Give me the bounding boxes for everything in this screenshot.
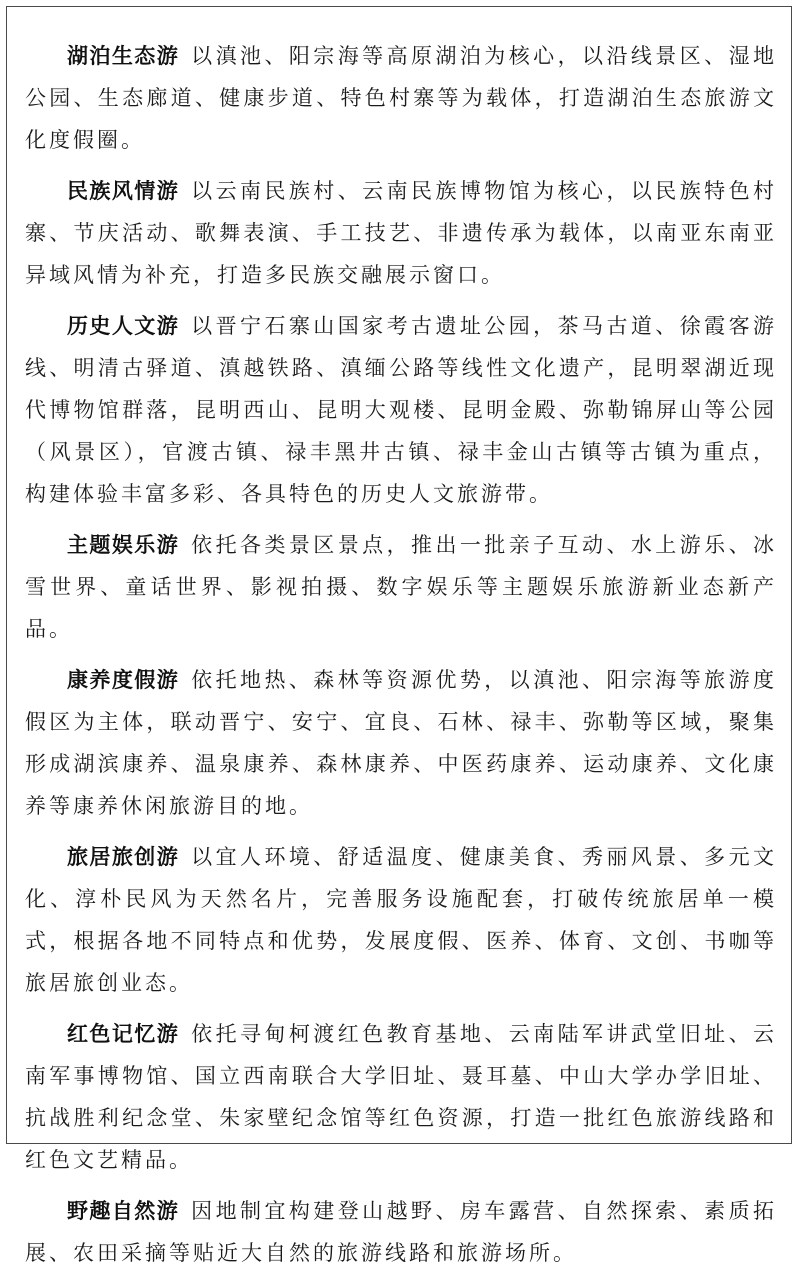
section-title: 主题娱乐游 [67, 533, 180, 557]
section-body: 以云南民族村、云南民族博物馆为核心，以民族特色村寨、节庆活动、歌舞表演、手工技艺、非遗传承为载体，以南亚东南亚异域风情为补充，打造多民族交融展示窗口。 [25, 179, 778, 287]
section-body: 依托寻甸柯渡红色教育基地、云南陆军讲武堂旧址、云南军事博物馆、国立西南联合大学旧址、聂耳墓、中山大学办学旧址、抗战胜利纪念堂、朱家壁纪念馆等红色资源，打造一批红色旅游线路和红色文艺精品。 [25, 1022, 778, 1172]
document-page [6, 6, 792, 1265]
section-theme-entertainment [25, 524, 777, 650]
section-sojourn-creative [25, 836, 777, 1004]
section-body: 以晋宁石寨山国家考古遗址公园，茶马古道、徐霞客游线、明清古驿道、滇越铁路、滇缅公路等线性文化遗产，昆明翠湖近现代博物馆群落，昆明西山、昆明大观楼、昆明金殿、弥勒锦屏山等公园（风景区），官渡古镇、禄丰黑井古镇、禄丰金山古镇等古镇为重点，构建体验丰富多彩、各具特色的历史人文旅游带。 [25, 314, 778, 506]
section-title: 湖泊生态游 [67, 44, 180, 68]
section-wellness-resort [25, 659, 777, 827]
section-ethnic-culture [25, 170, 777, 296]
section-title: 野趣自然游 [67, 1199, 180, 1223]
document-body [25, 35, 777, 1283]
section-title: 红色记忆游 [67, 1022, 180, 1046]
section-title: 历史人文游 [67, 314, 180, 338]
section-body: 依托各类景区景点，推出一批亲子互动、水上游乐、冰雪世界、童话世界、影视拍摄、数字娱乐等主题娱乐旅游新业态新产品。 [25, 533, 778, 641]
section-red-memory [25, 1013, 777, 1181]
section-title: 旅居旅创游 [67, 845, 180, 869]
section-history-culture [25, 305, 777, 515]
section-body: 依托地热、森林等资源优势，以滇池、阳宗海等旅游度假区为主体，联动晋宁、安宁、宜良、石林、禄丰、弥勒等区域，聚集形成湖滨康养、温泉康养、森林康养、中医药康养、运动康养、文化康养等康养休闲旅游目的地。 [25, 668, 778, 818]
section-title: 民族风情游 [67, 179, 180, 203]
section-wild-nature [25, 1190, 777, 1274]
section-body: 以滇池、阳宗海等高原湖泊为核心，以沿线景区、湿地公园、生态廊道、健康步道、特色村寨等为载体，打造湖泊生态旅游文化度假圈。 [25, 44, 778, 152]
section-lake-ecology [25, 35, 777, 161]
section-body: 因地制宜构建登山越野、房车露营、自然探索、素质拓展、农田采摘等贴近大自然的旅游线路和旅游场所。 [25, 1199, 778, 1265]
section-title: 康养度假游 [67, 668, 180, 692]
section-body: 以宜人环境、舒适温度、健康美食、秀丽风景、多元文化、淳朴民风为天然名片，完善服务设施配套，打破传统旅居单一模式，根据各地不同特点和优势，发展度假、医养、体育、文创、书咖等旅居旅创业态。 [25, 845, 778, 995]
